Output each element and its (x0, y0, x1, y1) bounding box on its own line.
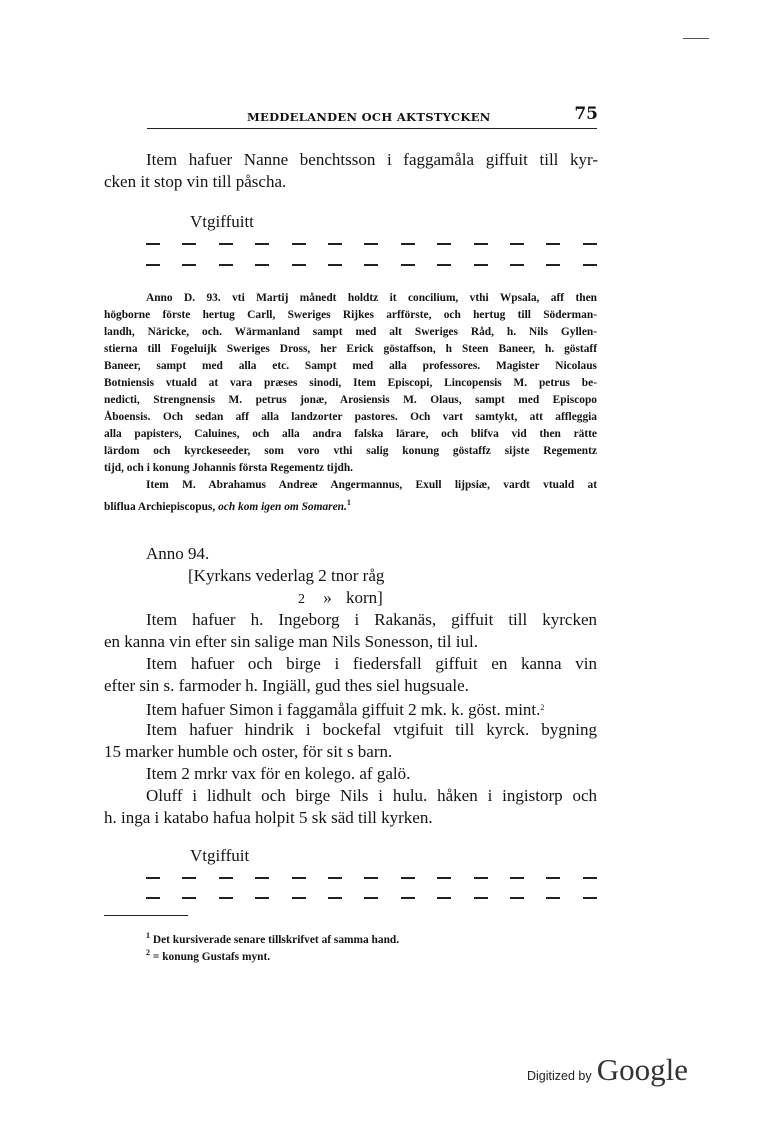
footnote-2-marker: 2 (146, 948, 150, 957)
small-line-5: Baneer, sampt med alla etc. Sampt med alla professores. Magister Nicolaus (104, 360, 597, 372)
small-line-11: tijd, och i konung Johannis första Regementz tijdh. (104, 462, 354, 474)
bracket-line-2-ditto: » (323, 588, 332, 607)
body-line-3: Item hafuer och birge i fiedersfall giffuit en kanna vin (146, 654, 597, 673)
dash-row-4 (146, 897, 597, 899)
vtgiffuit-heading: Vtgiffuit (190, 846, 250, 865)
vtgiffuitt-heading: Vtgiffuitt (190, 212, 254, 231)
anno-94-heading: Anno 94. (146, 544, 210, 563)
small-line-6: Botniensis vtuald at vara præses sinodi, Item Episcopi, Lincopensis M. petrus be- (104, 377, 597, 389)
footnote-2-text: = konung Gustafs mynt. (152, 951, 271, 963)
small-line-1: Anno D. 93. vti Martij månedt holdtz it concilium, vthi Wpsala, aff then (146, 292, 597, 304)
digitized-by-google-watermark (527, 1052, 688, 1088)
body-line-4: efter sin s. farmoder h. Ingiäll, gud thes siel hugsuale. (104, 676, 469, 695)
small-line-13 (104, 494, 351, 516)
page-number: 75 (574, 104, 598, 124)
body-line-6: Item hafuer hindrik i bockefal vtgifuit till kyrck. bygning (146, 720, 597, 739)
body-line-10: h. inga i katabo hafua holpit 5 sk säd till kyrken. (104, 808, 433, 827)
body-line-9: Oluff i lidhult och birge Nils i hulu. håken i ingistorp och (146, 786, 597, 805)
footnote-1-text: Det kursiverade senare tillskrifvet af samma hand. (152, 934, 400, 946)
small-line-12: Item M. Abrahamus Andreæ Angermannus, Exull lijpsiæ, vardt vtuald at (146, 479, 597, 491)
body-line-1: Item hafuer h. Ingeborg i Rakanäs, giffuit till kyrcken (146, 610, 597, 629)
bracket-line-2-item: korn] (346, 588, 383, 607)
small-line-10: lärdom och kyrckeseeder, som voro vthi salig konung göstaffz sijste Regementz (104, 445, 597, 457)
footnote-2 (146, 944, 270, 966)
dash-row-3 (146, 877, 597, 879)
running-header (100, 104, 600, 130)
small-line-2: högborne förste hertug Carll, Sweriges Rijkes arfförste, och hertug till Söderman- (104, 309, 597, 321)
small-line-8: Åboensis. Och sedan aff alla landzorter pastores. Och vart samtykt, att affleggia (104, 411, 597, 423)
small-line-7: nedicti, Strengnensis M. petrus jonæ, Arosiensis M. Olaus, sampt med Episcopo (104, 394, 597, 406)
bracket-line-1: [Kyrkans vederlag 2 tnor råg (188, 566, 385, 585)
body-line-5-text: Item hafuer Simon i faggamåla giffuit 2 mk. k. göst. mint. (146, 700, 541, 719)
small-line-9: alla papisters, Caluines, och alla andra falska lärare, och blifva vid then rätte (104, 428, 597, 440)
footnote-rule (104, 915, 188, 916)
small-line-13-plain: bliflua Archiepiscopus, (104, 501, 216, 513)
dash-row-2 (146, 264, 597, 266)
bracket-line-2-qty: 2 (298, 592, 305, 607)
footnote-ref-2: 2 (540, 703, 545, 712)
small-line-4: stierna till Fogeluijk Sweriges Dross, her Erick göstaffson, h Steen Baneer, h. göstaff (104, 343, 597, 355)
header-rule (147, 128, 597, 129)
small-line-13-italic: och kom igen om Somaren. (218, 501, 347, 513)
small-line-3: landh, Näricke, och. Wärmanland sampt med alt Sweriges Råd, h. Nils Gyllen- (104, 326, 597, 338)
footnote-ref-1: 1 (346, 498, 351, 507)
google-logo: Google (596, 1052, 688, 1087)
body-line-8: Item 2 mrkr vax för en kolego. af galö. (146, 764, 411, 783)
intro-line-2: cken it stop vin till påscha. (104, 172, 287, 191)
corner-mark (683, 38, 709, 39)
body-line-5 (146, 697, 544, 721)
header-title: MEDDELANDEN OCH AKTSTYCKEN (247, 110, 491, 124)
body-line-7: 15 marker humble och oster, för sit s barn. (104, 742, 393, 761)
dash-row-1 (146, 243, 597, 245)
intro-line-1: Item hafuer Nanne benchtsson i faggamåla giffuit till kyr- (146, 150, 598, 169)
body-line-2: en kanna vin efter sin salige man Nils Sonesson, til iul. (104, 632, 478, 651)
footnote-1-marker: 1 (146, 931, 150, 940)
digitized-by-label: Digitized by (527, 1069, 592, 1083)
bracket-line-2 (298, 587, 383, 611)
